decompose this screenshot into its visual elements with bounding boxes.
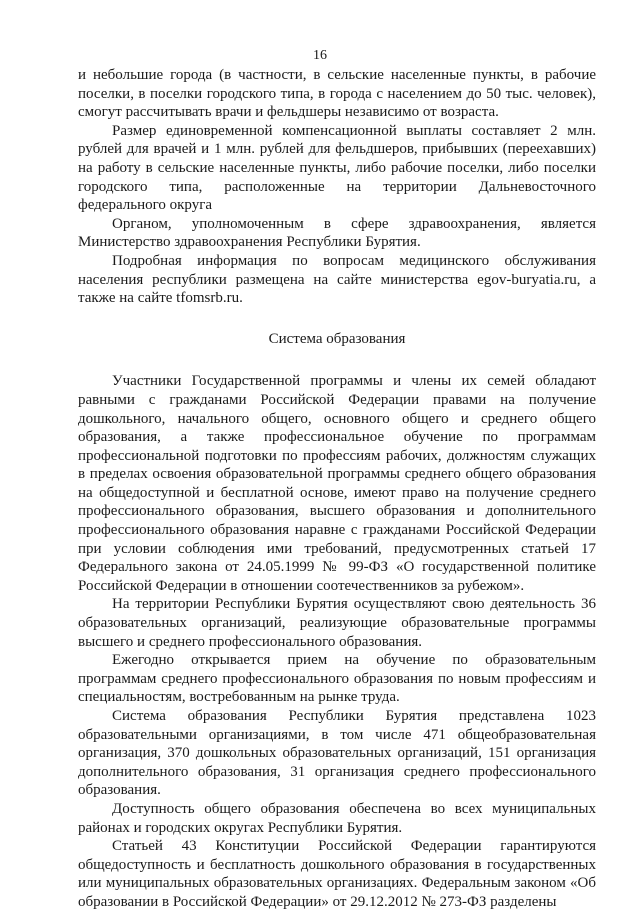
paragraph: Ежегодно открывается прием на обучение по образовательным программам среднего профессионального образования по новым профессиям и специальностям, востребованным на рынке труда. bbox=[78, 652, 596, 706]
paragraph: Размер единовременной компенсационной выплаты составляет 2 млн. рублей для врачей и 1 млн. рублей для фельдшеров, прибывших (переехавших) на работу в сельские населенные пункты, либо рабочие поселки, либо поселки городского типа, расположенные на территории Дальневосточного федерального округа bbox=[78, 122, 596, 214]
paragraph: Статьей 43 Конституции Российской Федерации гарантируются общедоступность и бесплатность дошкольного образования в государственных или муниципальных образовательных организациях. Федеральным законом «Об образовании в Российской Федерации» от 29.12.2012 № 273-ФЗ разделены bbox=[78, 838, 596, 910]
paragraph: Система образования Республики Бурятия представлена 1023 образовательными организациями, в том числе 471 общеобразовательная организация, 370 дошкольных образовательных организаций, 151 организация дополнительного образования, 31 организация среднего профессионального образования. bbox=[78, 708, 596, 799]
page-number: 16 bbox=[313, 48, 327, 63]
paragraph: и небольшие города (в частности, в сельские населенные пункты, в рабочие поселки, в поселки городского типа, в города с населением до 50 тыс. человек), смогут рассчитывать врачи и фельдшеры независимо от возраста. bbox=[78, 67, 596, 121]
section-heading: Система образования bbox=[268, 330, 406, 347]
paragraph: Подробная информация по вопросам медицинского обслуживания населения республики размещена на сайте министерства egov-buryatia.ru, а также на сайте tfomsrb.ru. bbox=[78, 252, 596, 307]
paragraph: Участники Государственной программы и члены их семей обладают равными с гражданами Российской Федерации правами на получение дошкольного, начального общего, основного общего и среднего общего образования, а также профессиональное обучение по программам профессиональной подготовки по профессиям рабочих, должностям служащих в пределах освоения образовательной программы среднего общего образования на общедоступной и бесплатной основе, имеют право на получение среднего профессионального образования, высшего образования и дополнительного профессионального образования наравне с гражданами Российской Федерации при условии соблюдения ими требований, предусмотренных статьей 17 Федерального закона от 24.05.1999 № 99-ФЗ «О государственной политике Российской Федерации в отношении соотечественников за рубежом». bbox=[78, 373, 596, 594]
document-body bbox=[78, 66, 596, 912]
paragraph: Органом, уполномоченным в сфере здравоохранения, является Министерство здравоохранения Республики Бурятия. bbox=[78, 215, 596, 251]
paragraph: Доступность общего образования обеспечена во всех муниципальных районах и городских округах Республики Бурятия. bbox=[78, 800, 596, 836]
paragraph: На территории Республики Бурятия осуществляют свою деятельность 36 образовательных организаций, реализующие образовательные программы высшего и среднего профессионального образования. bbox=[78, 596, 596, 650]
